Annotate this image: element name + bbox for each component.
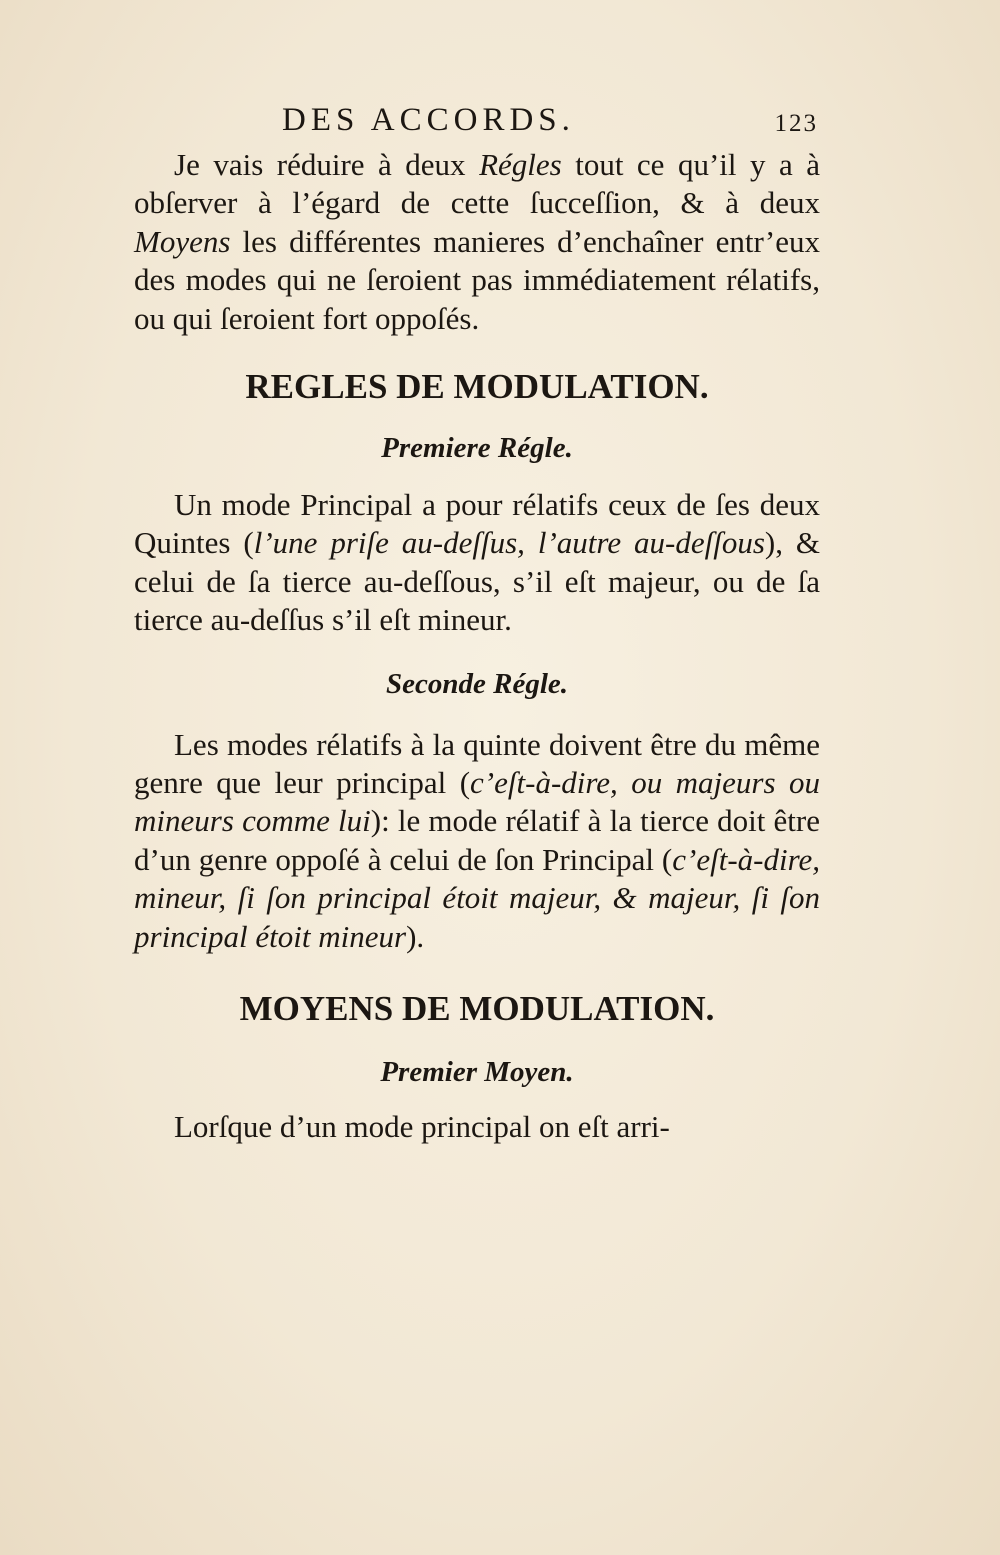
- rule1-text-2: ), & celui de ſa tierce au-deſſous, s’il eſt majeur, ou de ſa tierce au-deſſus s’il eſt mineur.: [134, 525, 821, 638]
- subheading-premier-moyen: Premier Moyen.: [380, 1056, 574, 1089]
- rule1-text-1: Un mode Principal a pour rélatifs ceux de ſes deux Quintes (: [134, 487, 820, 561]
- intro-text-1: Je vais réduire à deux: [174, 147, 480, 182]
- rule2-text-3: ).: [406, 918, 425, 954]
- running-title: DES ACCORDS.: [282, 102, 575, 138]
- means1-paragraph: Lorſque d’un mode principal on eſt arri-: [174, 1109, 670, 1145]
- intro-italic-moyens: Moyens: [134, 223, 231, 259]
- rule2-italic-2: c’eſt-à-dire, mineur, ſi ſon principal étoit majeur, & majeur, ſi ſon principal étoit mineur: [134, 841, 820, 954]
- subheading-premiere-regle: Premiere Régle.: [381, 432, 573, 465]
- subheading-seconde-regle: Seconde Régle.: [385, 667, 568, 700]
- section-heading-moyens: MOYENS DE MODULATION.: [239, 989, 715, 1029]
- intro-paragraph: [134, 146, 820, 338]
- intro-text-3: les différentes manieres d’enchaîner entr’eux des modes qui ne ſeroient pas immédiatement rélatifs, ou qui ſeroient fort oppoſés.: [134, 223, 820, 336]
- rule2-paragraph: [134, 726, 820, 956]
- rule1-paragraph: [134, 486, 820, 640]
- intro-italic-regles: Régles: [479, 147, 562, 182]
- rule2-text-1: Les modes rélatifs à la quinte doivent être du même genre que leur principal (: [134, 726, 820, 801]
- section-heading-regles: REGLES DE MODULATION.: [245, 367, 709, 407]
- rule1-italic: l’une priſe au-deſſus, l’autre au-deſſous: [253, 525, 765, 561]
- page-number: 123: [774, 110, 818, 137]
- text-block: [134, 100, 820, 1147]
- intro-text-2: tout ce qu’il y a à obſerver à l’égard de cette ſucceſſion, & à deux: [134, 147, 821, 221]
- rule2-italic-1: c’eſt-à-dire, ou majeurs ou mineurs comme lui: [134, 765, 820, 839]
- rule2-text-2: ): le mode rélatif à la tierce doit être d’un genre oppoſé à celui de ſon Principal (: [134, 803, 820, 877]
- running-head: [134, 100, 820, 146]
